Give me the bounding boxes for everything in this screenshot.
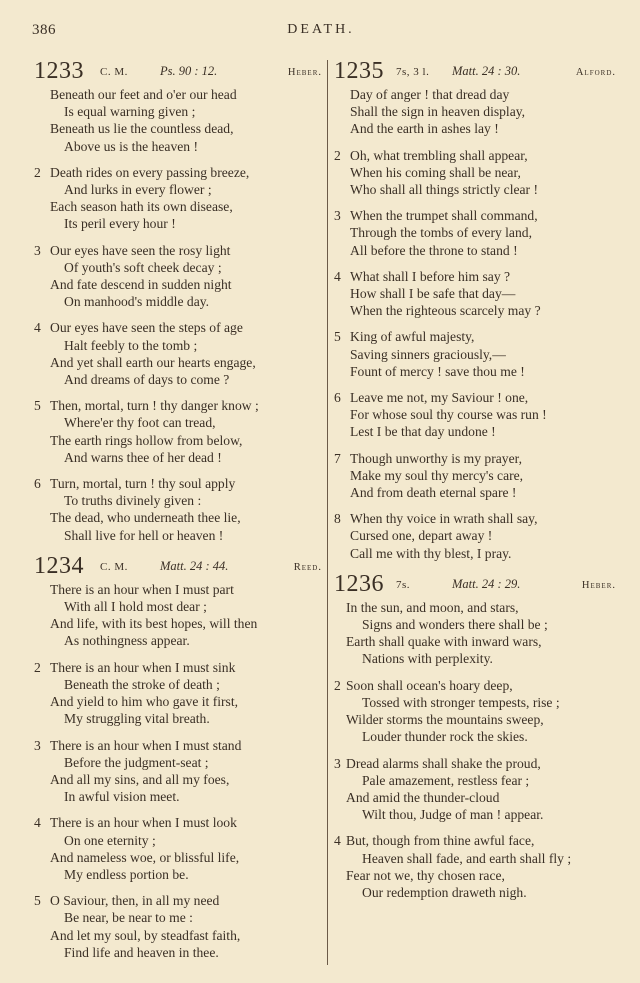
hymn-line: Nations with perplexity.	[362, 651, 493, 667]
hymn-line: Beneath the stroke of death ;	[64, 676, 220, 692]
hymn-meter: C. M.	[100, 560, 128, 573]
stanza	[334, 677, 616, 746]
hymn-line: Death rides on every passing breeze,	[50, 164, 250, 180]
stanza	[334, 147, 616, 199]
hymn-line: And let my soul, by steadfast faith,	[50, 927, 241, 943]
hymn-line: O Saviour, then, in all my need	[50, 893, 220, 909]
hymn-meter: 7s.	[396, 578, 411, 591]
hymn-line: Find life and heaven in thee.	[64, 944, 219, 960]
hymn-heading	[34, 58, 322, 88]
hymn-line: King of awful majesty,	[350, 329, 475, 345]
hymn-heading	[334, 571, 616, 601]
hymn-line: Turn, mortal, turn ! thy soul apply	[50, 476, 236, 492]
hymn-line: Shall the sign in heaven display,	[350, 104, 526, 120]
hymn-meter: C. M.	[100, 66, 128, 78]
hymn-line: And from death eternal spare !	[350, 485, 517, 501]
stanza	[334, 268, 616, 320]
hymn-line: And yield to him who gave it first,	[50, 694, 239, 710]
hymn-line: For whose soul thy course was run !	[350, 407, 547, 423]
stanza	[34, 814, 322, 883]
hymn-line: Our redemption draweth nigh.	[362, 884, 527, 900]
hymn-line: Earth shall quake with inward wars,	[346, 634, 542, 650]
stanza-number: 2	[334, 677, 341, 693]
hymn-author: Heber.	[287, 67, 322, 78]
page-header	[32, 22, 610, 42]
hymn-line: And lurks in every flower ;	[64, 182, 212, 198]
hymn-line: The earth rings hollow from below,	[50, 432, 243, 448]
hymn-line: Our eyes have seen the rosy light	[50, 242, 231, 258]
scripture-reference: Matt. 24 : 30.	[452, 64, 521, 78]
hymn-line: And dreams of days to come ?	[64, 372, 230, 388]
hymn-line: Shall live for hell or heaven !	[64, 527, 224, 543]
stanza-number: 4	[34, 815, 41, 831]
scripture-reference: Matt. 24 : 44.	[160, 558, 229, 573]
hymn-line: And all my sins, and all my foes,	[50, 771, 230, 787]
hymn-line: Who shall all things strictly clear !	[350, 182, 538, 198]
hymn-meter: 7s, 3 l.	[396, 66, 430, 78]
stanza	[334, 207, 616, 259]
stanza-number: 6	[334, 390, 341, 406]
stanza	[334, 755, 616, 824]
column-divider	[327, 60, 328, 965]
stanza-number: 3	[334, 208, 341, 224]
hymn-line: Beneath us lie the countless dead,	[50, 121, 234, 137]
hymn-line: When the righteous scarcely may ?	[350, 303, 541, 319]
stanza-number: 8	[334, 511, 341, 527]
hymn-number: 1235	[334, 58, 384, 84]
stanza	[34, 892, 322, 961]
hymn-line: Wilt thou, Judge of man ! appear.	[362, 807, 544, 823]
hymn-line: In awful vision meet.	[64, 789, 180, 805]
hymn-line: Be near, be near to me :	[64, 910, 193, 926]
hymn-line: Though unworthy is my prayer,	[350, 450, 522, 466]
hymn	[334, 571, 616, 901]
hymn-line: Heaven shall fade, and earth shall fly ;	[362, 850, 572, 866]
hymn-line: And fate descend in sudden night	[50, 277, 232, 293]
hymn-line: There is an hour when I must stand	[50, 737, 242, 753]
hymn-heading	[34, 553, 322, 583]
hymn-line: And life, with its best hopes, will then	[50, 616, 258, 632]
hymn-line: Leave me not, my Saviour ! one,	[350, 390, 529, 406]
hymn-line: Saving sinners graciously,—	[350, 346, 506, 362]
stanza-number: 6	[34, 476, 41, 492]
stanza	[34, 164, 322, 233]
hymn-line: And amid the thunder-cloud	[346, 789, 500, 805]
hymn	[334, 58, 616, 562]
hymn-line: Soon shall ocean's hoary deep,	[346, 677, 513, 693]
hymn-line: Louder thunder rock the skies.	[362, 729, 528, 745]
stanza	[34, 86, 322, 155]
hymn-line: With all I hold most dear ;	[64, 599, 207, 615]
hymn-line: Signs and wonders there shall be ;	[362, 617, 548, 633]
hymn-line: Before the judgment-seat ;	[64, 754, 209, 770]
stanza-number: 2	[334, 147, 341, 163]
hymn-line: There is an hour when I must look	[50, 815, 237, 831]
hymn-line: On manhood's middle day.	[64, 294, 210, 310]
hymn-line: When his coming shall be near,	[350, 164, 521, 180]
hymn-line: Halt feebly to the tomb ;	[64, 337, 198, 353]
stanza-number: 5	[34, 398, 41, 414]
hymn-line: In the sun, and moon, and stars,	[346, 599, 519, 615]
hymn-heading	[334, 58, 616, 88]
hymn-line: Where'er thy foot can tread,	[64, 415, 216, 431]
stanza-number: 5	[34, 893, 41, 909]
hymn-line: Its peril every hour !	[64, 216, 176, 232]
stanza-number: 4	[34, 320, 41, 336]
stanza-number: 7	[334, 450, 341, 466]
hymn	[34, 553, 322, 961]
hymn-line: To truths divinely given :	[64, 493, 202, 509]
stanza-number: 3	[34, 242, 41, 258]
stanza	[34, 475, 322, 544]
hymn-line: Make my soul thy mercy's care,	[350, 467, 524, 483]
stanza-number: 2	[34, 164, 41, 180]
hymn-line: As nothingness appear.	[64, 633, 190, 649]
hymn-line: Pale amazement, restless fear ;	[362, 772, 530, 788]
hymn-line: There is an hour when I must part	[50, 581, 234, 597]
stanza	[334, 450, 616, 502]
running-title: DEATH.	[287, 22, 355, 37]
stanza-number: 3	[334, 755, 341, 771]
scripture-reference: Matt. 24 : 29.	[452, 576, 521, 591]
hymn-author: Alford.	[575, 67, 616, 78]
hymn-line: All before the throne to stand !	[350, 242, 518, 258]
hymn-line: And nameless woe, or blissful life,	[50, 849, 240, 865]
right-column	[334, 58, 616, 910]
hymn-line: And warns thee of her dead !	[64, 449, 222, 465]
stanza-number: 4	[334, 833, 341, 849]
stanza	[334, 599, 616, 668]
hymn-line: Above us is the heaven !	[64, 138, 199, 154]
stanza-number: 4	[334, 268, 341, 284]
hymn-line: The dead, who underneath thee lie,	[50, 510, 241, 526]
hymn-line: Cursed one, depart away !	[350, 528, 493, 544]
stanza	[334, 389, 616, 441]
hymn-author: Heber.	[581, 579, 616, 591]
hymn-line: Beneath our feet and o'er our head	[50, 87, 237, 102]
hymn-line: Our eyes have seen the steps of age	[50, 320, 243, 336]
hymn-line: Fear not we, thy chosen race,	[346, 867, 505, 883]
hymn-line: What shall I before him say ?	[350, 268, 511, 284]
hymn-line: When thy voice in wrath shall say,	[350, 511, 538, 527]
hymn-line: Oh, what trembling shall appear,	[350, 147, 528, 163]
hymn-line: But, though from thine awful face,	[346, 833, 535, 849]
hymn-line: When the trumpet shall command,	[350, 208, 538, 224]
hymn-line: How shall I be safe that day—	[350, 286, 516, 302]
stanza	[334, 832, 616, 901]
hymn-line: Day of anger ! that dread day	[350, 87, 510, 102]
hymn-line: My endless portion be.	[64, 866, 189, 882]
stanza	[34, 659, 322, 728]
hymn-line: And yet shall earth our hearts engage,	[50, 354, 256, 370]
hymn-number: 1236	[334, 570, 384, 597]
stanza	[34, 397, 322, 466]
hymn-line: Is equal warning given ;	[64, 104, 196, 120]
stanza	[34, 737, 322, 806]
hymn-line: Through the tombs of every land,	[350, 225, 532, 241]
hymn-line: On one eternity ;	[64, 832, 156, 848]
hymn-line: Call me with thy blest, I pray.	[350, 545, 512, 561]
stanza	[334, 510, 616, 562]
hymn-line: Of youth's soft cheek decay ;	[64, 259, 222, 275]
stanza-number: 2	[34, 659, 41, 675]
stanza	[34, 581, 322, 650]
hymn-line: My struggling vital breath.	[64, 711, 210, 727]
stanza	[334, 86, 616, 138]
hymn-line: Each season hath its own disease,	[50, 199, 233, 215]
hymn-line: Fount of mercy ! save thou me !	[350, 363, 525, 379]
hymn-line: Wilder storms the mountains sweep,	[346, 712, 544, 728]
page-number: 386	[32, 22, 56, 38]
hymn-author: Reed.	[293, 561, 322, 573]
hymn-number: 1233	[34, 58, 84, 84]
stanza	[34, 242, 322, 311]
stanza	[334, 328, 616, 380]
stanza-number: 5	[334, 329, 341, 345]
hymn-line: There is an hour when I must sink	[50, 659, 236, 675]
hymn-line: Lest I be that day undone !	[350, 424, 496, 440]
hymn-line: Then, mortal, turn ! thy danger know ;	[50, 398, 259, 414]
hymn	[34, 58, 322, 544]
hymn-line: And the earth in ashes lay !	[350, 121, 499, 137]
hymn-line: Dread alarms shall shake the proud,	[346, 755, 541, 771]
left-column	[34, 58, 322, 970]
hymn-line: Tossed with stronger tempests, rise ;	[362, 694, 560, 710]
scripture-reference: Ps. 90 : 12.	[160, 64, 218, 78]
stanza-number: 3	[34, 737, 41, 753]
stanza	[34, 319, 322, 388]
hymn-number: 1234	[34, 552, 84, 579]
